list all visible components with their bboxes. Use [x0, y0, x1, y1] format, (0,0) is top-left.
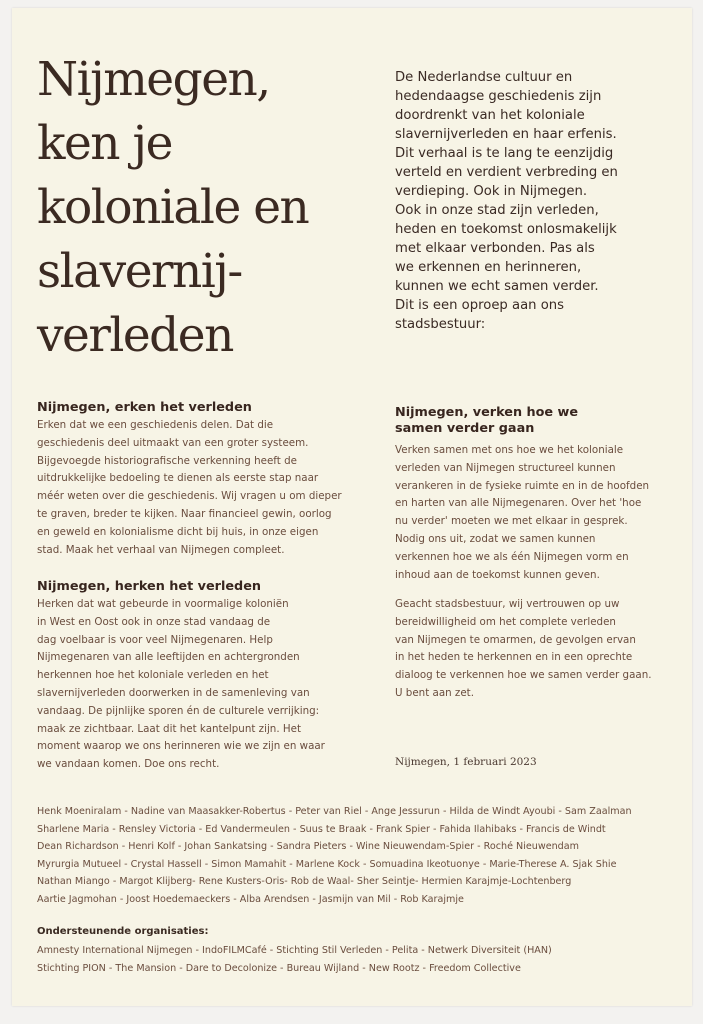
section-erken-heading: Nijmegen, erken het verleden [37, 400, 252, 415]
letter-page [12, 8, 692, 1006]
section-herken [37, 579, 357, 774]
dateline: Nijmegen, 1 februari 2023 [395, 756, 537, 768]
section-erken-body: Erken dat we een geschiedenis delen. Dat die geschiedenis deel uitmaakt van een groter systeem. Bijgevoegde historiografische verkenning heeft de uitdrukkelijke bedoeling te dienen als eerste stap naar méér weten over die geschiedenis. Wij vragen u om dieper te graven, breder te kijken. Naar financieel gewin, oorlog en geweld en kolonialisme dicht bij huis, in onze eigen stad. Maak het verhaal van Nijmegen compleet. [37, 419, 342, 556]
organisations-heading: Ondersteunende organisaties: [37, 926, 209, 937]
section-herken-body: Herken dat wat gebeurde in voormalige koloniën in West en Oost ook in onze stad vandaag de dag voelbaar is voor veel Nijmegenaren. Help Nijmegenaren van alle leeftijden en achtergronden herkennen hoe het koloniale verleden en het slavernijverleden doorwerken in de samenleving van vandaag. De pijnlijke sporen én de culturele verrijking: maak ze zichtbaar. Laat dit het kantelpunt zijn. Het moment waarop we ons herinneren wie we zijn en waar we vandaan komen. Doe ons recht. [37, 598, 325, 771]
intro-paragraph: De Nederlandse cultuur en hedendaagse geschiedenis zijn doordrenkt van het koloniale slavernijverleden en haar erfenis. Dit verhaal is te lang te eenzijdig verteld en verdient verbreding en verdieping. Ook in Nijmegen. Ook in onze stad zijn verleden, heden en toekomst onlosmakelijk met elkaar verbonden. Pas als we erkennen en herinneren, kunnen we echt samen verder. Dit is een oproep aan ons stadsbestuur: [395, 70, 618, 332]
section-erken [37, 400, 357, 559]
section-verken-body: Verken samen met ons hoe we het koloniale verleden van Nijmegen structureel kunnen verankeren in de fysieke ruimte en in de hoofden en harten van alle Nijmegenaren. Over het 'hoe nu verder' moeten we met elkaar in gesprek. Nodig ons uit, zodat we samen kunnen verkennen hoe we als één Nijmegen vorm en inhoud aan de toekomst kunnen geven. [395, 444, 650, 581]
closing-paragraph: Geacht stadsbestuur, wij vertrouwen op uw bereidwilligheid om het complete verleden van Nijmegen te omarmen, de gevolgen ervan in het heden te herkennen en in een oprechte dialoog te verkennen hoe we samen verder gaan. U bent aan zet. [395, 598, 652, 699]
section-verken-heading: Nijmegen, verken hoe we samen verder gaan [395, 405, 579, 436]
signatories-list: Henk Moeniralam - Nadine van Maasakker-Robertus - Peter van Riel - Ange Jessurun - Hilda de Windt Ayoubi - Sam Zaalman Sharlene Maria - Rensley Victoria - Ed Vandermeulen - Suus te Braak - Frank Spier - Fahida Ilahibaks - Francis de Windt Dean Richardson - Henri Kolf - Johan Sankatsing - Sandra Pieters - Wine Nieuwendam-Spier - Roché Nieuwendam Myrurgia Mutueel - Crystal Hassell - Simon Mamahit - Marlene Kock - Somuadina Ikeotuonye - Marie-Therese A. Sjak Shie Nathan Miango - Margot Klijberg- Rene Kusters-Oris- Rob de Waal- Sher Seintje- Hermien Karajmje-Lochtenberg Aartie Jagmohan - Joost Hoedemaeckers - Alba Arendsen - Jasmijn van Mil - Rob Karajmje [37, 806, 632, 905]
page-title: Nijmegen, ken je koloniale en slavernij- verleden [37, 52, 309, 363]
organisations-list: Amnesty International Nijmegen - IndoFILMCafé - Stichting Stil Verleden - Pelita - Netwerk Diversiteit (HAN) Stichting PION - The Mansion - Dare to Decolonize - Bureau Wijland - New Rootz - Freedom Collective [37, 945, 552, 974]
section-herken-heading: Nijmegen, herken het verleden [37, 579, 261, 594]
section-verken [395, 405, 685, 584]
